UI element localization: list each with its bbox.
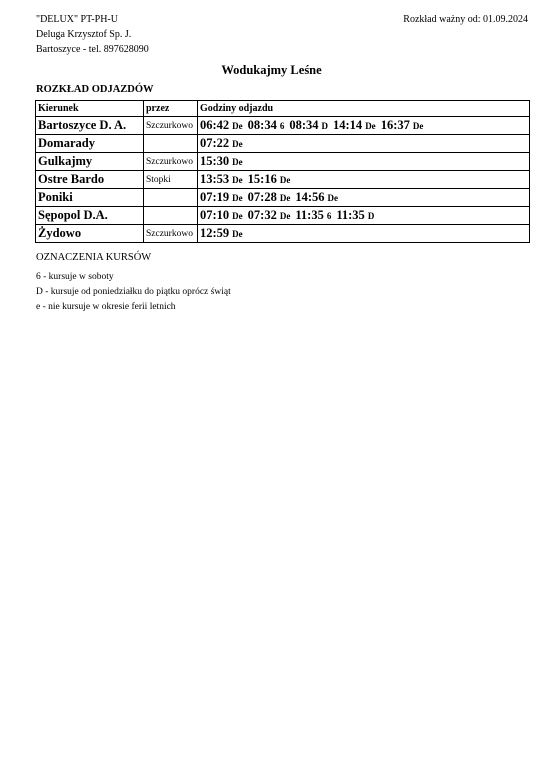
departure-times-cell xyxy=(198,117,530,135)
via-cell: Szczurkowo xyxy=(144,153,198,171)
stop-name: Wodukajmy Leśne xyxy=(221,63,322,77)
departure-time-value: 11:35 xyxy=(295,208,324,222)
company-info xyxy=(36,12,149,57)
departure-time-value: 15:30 xyxy=(200,154,230,168)
departure-time xyxy=(248,118,285,133)
departure-time xyxy=(200,136,243,151)
departures-table xyxy=(35,100,530,243)
departure-time xyxy=(200,190,243,205)
departure-time xyxy=(248,208,291,223)
departure-time-value: 11:35 xyxy=(336,208,365,222)
table-row xyxy=(36,171,530,189)
departure-times-cell xyxy=(198,189,530,207)
table-row xyxy=(36,117,530,135)
table-row xyxy=(36,189,530,207)
departure-symbol: De xyxy=(232,211,243,221)
direction-cell: Poniki xyxy=(36,189,144,207)
departure-time xyxy=(200,154,243,169)
departure-symbol: De xyxy=(412,121,424,131)
departure-symbol: De xyxy=(232,229,243,239)
departure-times-cell xyxy=(198,135,530,153)
header-via: przez xyxy=(144,101,198,117)
departure-times-cell xyxy=(198,225,530,243)
table-row xyxy=(36,207,530,225)
direction-cell: Bartoszyce D. A. xyxy=(36,117,144,135)
departure-symbol: D xyxy=(367,211,375,221)
departure-time-value: 06:42 xyxy=(200,118,230,132)
table-header-row xyxy=(36,101,530,117)
departure-time-value: 16:37 xyxy=(380,118,410,132)
departure-times-cell xyxy=(198,171,530,189)
departure-time-value: 07:10 xyxy=(200,208,230,222)
company-contact: Bartoszyce - tel. 897628090 xyxy=(36,44,149,55)
departure-symbol: De xyxy=(327,193,339,203)
departure-symbol: 6 xyxy=(326,211,332,221)
departure-time-value: 07:22 xyxy=(200,136,230,150)
departure-times-cell xyxy=(198,153,530,171)
via-cell xyxy=(144,135,198,153)
table-row xyxy=(36,153,530,171)
section-title: ROZKŁAD ODJAZDÓW xyxy=(36,84,154,95)
header-direction: Kierunek xyxy=(36,101,144,117)
legend-item: e - nie kursuje w okresie ferii letnich xyxy=(36,302,176,312)
direction-cell: Ostre Bardo xyxy=(36,171,144,189)
departure-time xyxy=(200,226,243,241)
departure-time xyxy=(248,172,291,187)
departure-time xyxy=(248,190,291,205)
departure-symbol: De xyxy=(232,121,243,131)
departure-time xyxy=(381,118,424,133)
departure-symbol: De xyxy=(279,211,291,221)
departure-symbol: D xyxy=(321,121,329,131)
departure-times-cell xyxy=(198,207,530,225)
legend-item: 6 - kursuje w soboty xyxy=(36,272,114,282)
table-body xyxy=(36,117,530,243)
departure-time-value: 13:53 xyxy=(200,172,230,186)
validity-date: Rozkład ważny od: 01.09.2024 xyxy=(403,14,528,25)
legend-item: D - kursuje od poniedziałku do piątku oprócz świąt xyxy=(36,287,231,297)
departure-time xyxy=(200,208,243,223)
via-cell: Szczurkowo xyxy=(144,225,198,243)
departure-time-value: 08:34 xyxy=(289,118,319,132)
direction-cell: Gulkajmy xyxy=(36,153,144,171)
company-name: "DELUX" PT-PH-U xyxy=(36,14,118,25)
departure-symbol: De xyxy=(232,193,243,203)
departure-time-value: 14:56 xyxy=(295,190,325,204)
table-row xyxy=(36,225,530,243)
company-legal-name: Deluga Krzysztof Sp. J. xyxy=(36,29,132,40)
direction-cell: Sępopol D.A. xyxy=(36,207,144,225)
departure-symbol: 6 xyxy=(279,121,285,131)
departure-symbol: De xyxy=(232,157,243,167)
departure-time xyxy=(333,118,376,133)
legend xyxy=(36,270,231,315)
departure-time xyxy=(200,118,243,133)
departure-time-value: 07:19 xyxy=(200,190,230,204)
departure-symbol: De xyxy=(279,175,291,185)
via-cell xyxy=(144,207,198,225)
table-row xyxy=(36,135,530,153)
departure-time-value: 07:28 xyxy=(247,190,277,204)
departure-time xyxy=(295,208,331,223)
departure-symbol: De xyxy=(279,193,291,203)
departure-time-value: 14:14 xyxy=(333,118,363,132)
departure-time xyxy=(200,172,243,187)
via-cell: Szczurkowo xyxy=(144,117,198,135)
via-cell: Stopki xyxy=(144,171,198,189)
direction-cell: Domarady xyxy=(36,135,144,153)
departure-symbol: De xyxy=(365,121,376,131)
direction-cell: Żydowo xyxy=(36,225,144,243)
via-cell xyxy=(144,189,198,207)
header-times: Godziny odjazdu xyxy=(198,101,530,117)
departure-time-value: 12:59 xyxy=(200,226,230,240)
departure-time xyxy=(336,208,374,223)
departure-time-value: 08:34 xyxy=(247,118,277,132)
departure-time-value: 07:32 xyxy=(247,208,277,222)
departure-symbol: De xyxy=(232,175,243,185)
departure-time xyxy=(295,190,338,205)
departure-time xyxy=(289,118,328,133)
departure-time-value: 15:16 xyxy=(247,172,277,186)
legend-title: OZNACZENIA KURSÓW xyxy=(36,252,152,263)
departure-symbol: De xyxy=(232,139,243,149)
